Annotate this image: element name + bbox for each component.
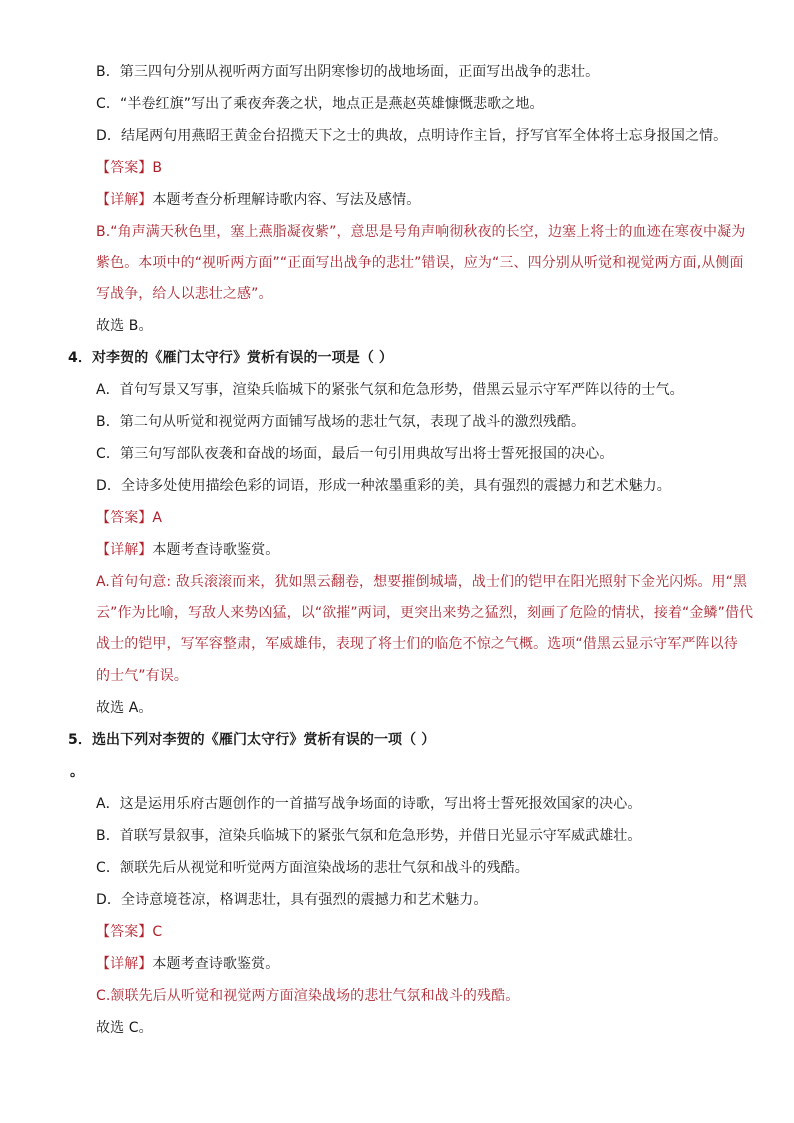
q3-detail: [96, 190, 420, 210]
detail-text: 本题考查诗歌鉴赏。: [152, 542, 280, 558]
q4-option-c: C．第三句写部队夜袭和奋战的场面，最后一句引用典故写出将士誓死报国的决心。: [96, 446, 614, 462]
q5-explanation-line-1: C.颔联先后从听觉和视觉两方面渲染战场的悲壮气氛和战斗的残酷。: [96, 988, 520, 1004]
q4-explanation-line-1: A.首句句意: 敌兵滚滚而来，犹如黑云翻卷，想要摧倒城墙，战士们的铠甲在阳光照射下金光闪烁。用“黑: [96, 574, 748, 590]
answer-label: 【答案】: [96, 510, 153, 526]
q5-conclusion: 故选 C。: [96, 1020, 153, 1036]
q4-explanation-line-2: 云”作为比喻，写敌人来势凶猛，以“欲摧”两词，更突出来势之猛烈，刻画了危险的情状，接着“金鳞”借代: [96, 605, 754, 621]
q4-explanation-line-3: 战士的铠甲，写军容整肃，军威雄伟，表现了将士们的临危不惊之气概。选项“借黑云显示守军严阵以待: [96, 636, 738, 652]
q4-stem: 4．对李贺的《雁门太守行》赏析有误的一项是（ ）: [68, 350, 394, 366]
q3-option-d: D．结尾两句用燕昭王黄金台招揽天下之士的典故，点明诗作主旨，抒写官军全体将士忘身报国之情。: [96, 128, 728, 144]
q3-explanation-line-1: B.“角声满天秋色里，塞上燕脂凝夜紫”，意思是号角声响彻秋夜的长空，边塞上将士的血迹在寒夜中凝为: [96, 224, 746, 240]
q4-detail: [96, 540, 279, 560]
q5-option-a: A．这是运用乐府古题创作的一首描写战争场面的诗歌，写出将士誓死报效国家的决心。: [96, 796, 642, 812]
q3-option-b: B．第三四句分别从视听两方面写出阴寒惨切的战地场面，正面写出战争的悲壮。: [96, 64, 600, 80]
detail-label: 【详解】: [96, 542, 153, 558]
q4-option-b: B．第二句从听觉和视觉两方面铺写战场的悲壮气氛，表现了战斗的激烈残酷。: [96, 414, 586, 430]
q3-conclusion: 故选 B。: [96, 318, 153, 334]
detail-text: 本题考查诗歌鉴赏。: [152, 956, 280, 972]
answer-label: 【答案】: [96, 924, 153, 940]
q5-option-b: B．首联写景叙事，渲染兵临城下的紧张气氛和危急形势，并借日光显示守军威武雄壮。: [96, 828, 642, 844]
answer-value: B: [152, 160, 163, 176]
q3-answer: [96, 158, 162, 178]
detail-text: 本题考查分析理解诗歌内容、写法及感情。: [152, 192, 421, 208]
q4-conclusion: 故选 A。: [96, 700, 153, 716]
q4-answer: [96, 508, 162, 528]
q3-option-c: C．“半卷红旗”写出了乘夜奔袭之状，地点正是燕赵英雄慷慨悲歌之地。: [96, 96, 544, 112]
detail-label: 【详解】: [96, 192, 153, 208]
q5-stem: 5．选出下列对李贺的《雁门太守行》赏析有误的一项（ ）: [68, 732, 436, 748]
answer-value: C: [152, 924, 163, 940]
q4-option-d: D．全诗多处使用描绘色彩的词语，形成一种浓墨重彩的美，具有强烈的震撼力和艺术魅力。: [96, 478, 671, 494]
q4-explanation-line-4: 的士气”有误。: [96, 668, 188, 684]
q4-option-a: A．首句写景又写事，渲染兵临城下的紧张气氛和危急形势，借黑云显示守军严阵以待的士气。: [96, 382, 684, 398]
q5-option-c: C．颔联先后从视觉和听觉两方面渲染战场的悲壮气氛和战斗的残酷。: [96, 860, 529, 876]
q3-explanation-line-2: 紫色。本项中的“视听两方面”“正面写出战争的悲壮”错误，应为“三、四分别从听觉和视觉两方面,从侧面: [96, 255, 744, 271]
answer-label: 【答案】: [96, 160, 153, 176]
q5-bullet: 。: [70, 764, 85, 780]
q5-option-d: D．全诗意境苍凉，格调悲壮，具有强烈的震撼力和艺术魅力。: [96, 892, 488, 908]
q5-answer: [96, 922, 162, 942]
answer-value: A: [152, 510, 163, 526]
detail-label: 【详解】: [96, 956, 153, 972]
q3-explanation-line-3: 写战争，给人以悲壮之感”。: [96, 286, 273, 302]
q5-detail: [96, 954, 279, 974]
